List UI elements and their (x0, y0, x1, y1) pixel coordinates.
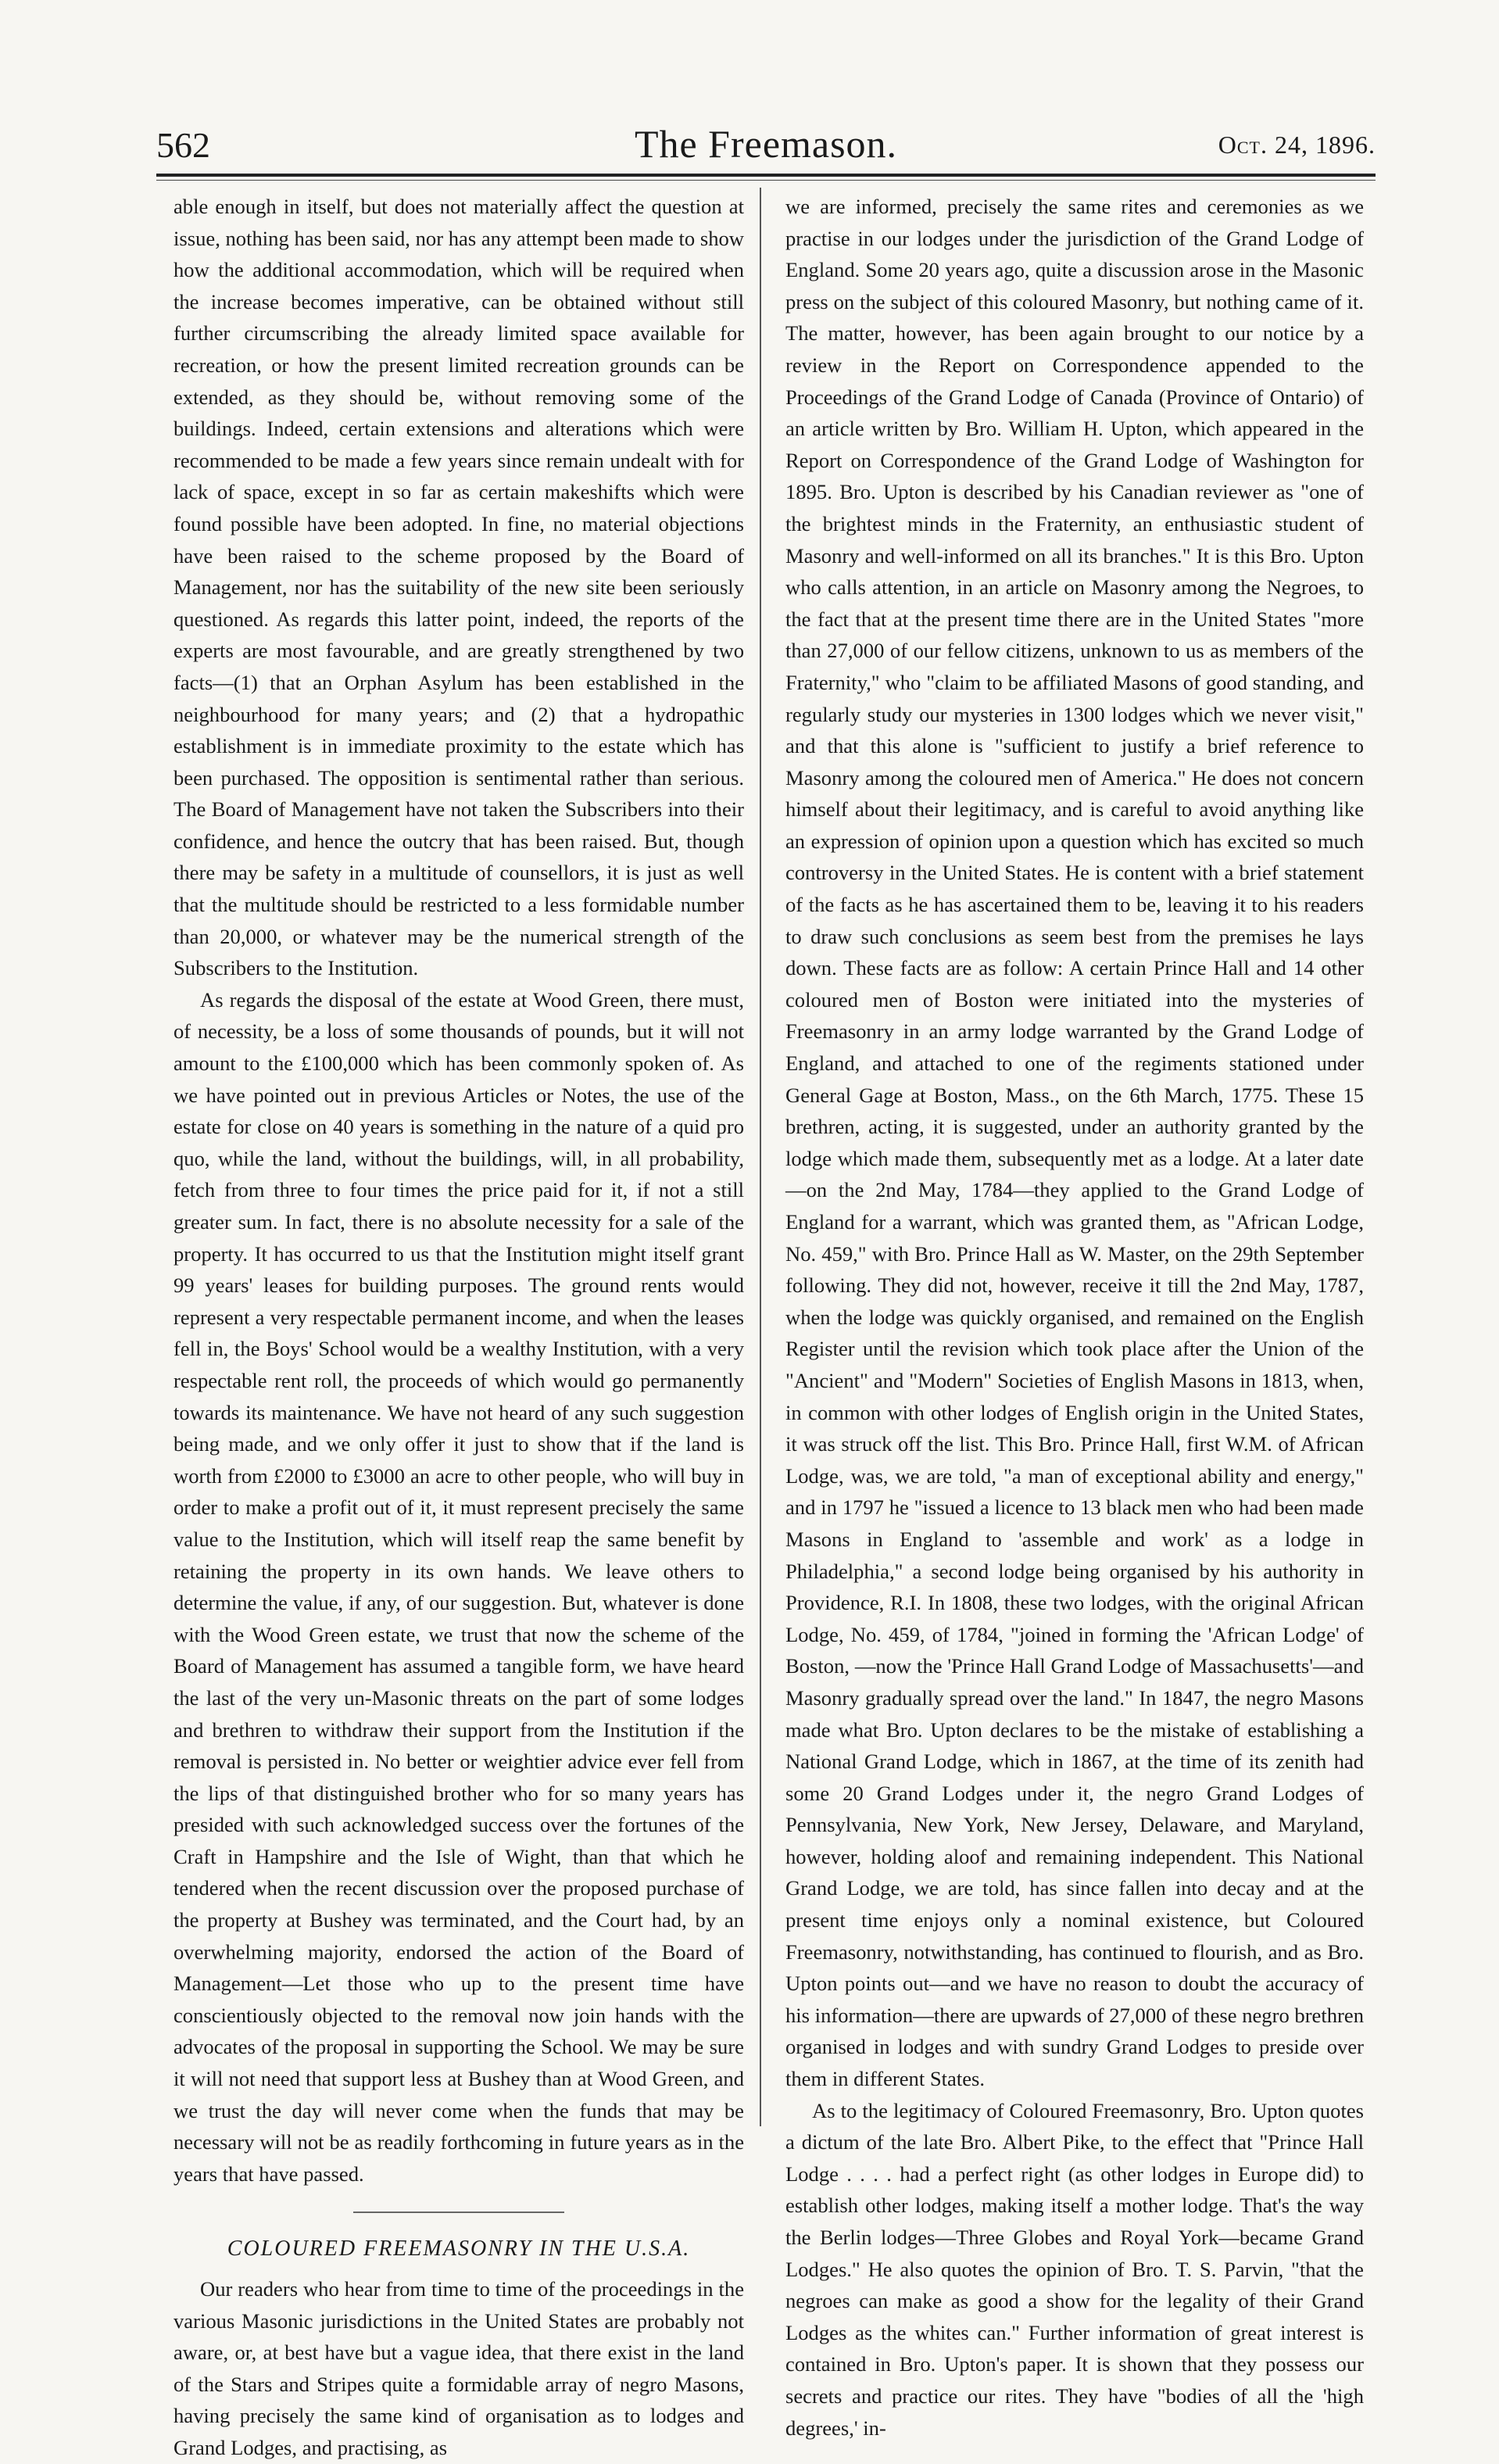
issue-date: Oct. 24, 1896. (1218, 131, 1376, 159)
article-paragraph: As to the legitimacy of Coloured Freemasonry, Bro. Upton quotes a dictum of the late Bro. Albert Pike, to the effect that "Prince Hall Lodge . . . . had a perfect right (as other lodges in Europe did) to establish other lodges, making itself a mother lodge. That's the way the Berlin lodges—Three Globes and Royal York—became Grand Lodges." He also quotes the opinion of Bro. T. S. Parvin, "that the negroes can make as good a show for the legality of their Grand Lodges as the whites can." Further information of great interest is contained in Bro. Upton's paper. It is shown that they possess our secrets and practice our rites. They have "bodies of all the 'high degrees,' in- (785, 2098, 1364, 2440)
section-heading: COLOURED FREEMASONRY IN THE U.S.A. (227, 2237, 691, 2262)
masthead (156, 121, 1376, 168)
article-paragraph: Our readers who hear from time to time of the proceedings in the various Masonic jurisdictions in the United States are probably not aware, or, at best have but a vague idea, that there exist in the land of the Stars and Stripes quite a formidable array of negro Masons, having precisely the same kind of organisation as to lodges and Grand Lodges, and practising, as (174, 2277, 744, 2459)
article-paragraph: As regards the disposal of the estate at Wood Green, there must, of necessity, be a loss of some thousands of pounds, but it will not amount to the £100,000 which has been commonly spoken of. As we have pointed out in previous Articles or Notes, the use of the estate for close on 40 years is something in the nature of a quid pro quo, while the land, without the buildings, will, in all probability, fetch from three to four times the price paid for it, if not a still greater sum. In fact, there is no absolute necessity for a sale of the property. It has occurred to us that the Institution might itself grant 99 years' leases for building purposes. The ground rents would represent a very respectable permanent income, and when the leases fell in, the Boys' School would be a wealthy Institution, with a very respectable rent roll, the proceeds of which would go permanently towards its maintenance. We have not heard of any such suggestion being made, and we only offer it just to show that if the land is worth from £2000 to £3000 an acre to other people, who will buy in order to make a profit out of it, it must represent precisely the same value to the Institution, which will itself reap the same benefit by retaining the property in its own hands. We leave others to determine the value, if any, of our suggestion. But, whatever is done with the Wood Green estate, we trust that now the scheme of the Board of Management has assumed a tangible form, we have heard the last of the very un-Masonic threats on the part of some lodges and brethren to withdraw their support from the Institution if the removal is persisted in. No better or weightier advice ever fell from the lips of that distinguished brother who for so many years has presided with such acknowledged success over the fortunes of the Craft in Hampshire and the Isle of Wight, than that which he tendered when the recent discussion over the proposed purchase of the property at Bushey was terminated, and the Court had, by an overwhelming majority, endorsed the action of the Board of Management—Let those who up to the present time have conscientiously objected to the removal now join hands with the advocates of the proposal in supporting the School. We may be sure it will not need that support less at Bushey than at Wood Green, and we trust the day will never come when the funds that may be necessary will not be as readily forthcoming in future years as in the years that have passed. (174, 987, 744, 2186)
publication-title: The Freemason. (634, 122, 898, 166)
header-rule-thin (156, 180, 1376, 181)
header-rule (156, 174, 1376, 177)
page-number: 562 (156, 125, 210, 165)
right-column (785, 191, 1364, 2444)
article-paragraph: able enough in itself, but does not materially affect the question at issue, nothing has been said, nor has any attempt been made to show how the additional accommodation, which will be required when the increase becomes imperative, can be obtained without still further circumscribing the already limited space available for recreation, or how the present limited recreation grounds can be extended, as they should be, without removing some of the buildings. Indeed, certain extensions and alterations which were recommended to be made a few years since remain undealt with for lack of space, except in so far as certain makeshifts which were found possible have been adopted. In fine, no material objections have been raised to the scheme proposed by the Board of Management, nor has the suitability of the new site been seriously questioned. As regards this latter point, indeed, the reports of the experts are most favourable, and are greatly strengthened by two facts—(1) that an Orphan Asylum has been established in the neighbourhood for many years; and (2) that a hydropathic establishment is in immediate proximity to the estate which has been purchased. The opposition is sentimental rather than serious. The Board of Management have not taken the Subscribers into their confidence, and hence the outcry that has been raised. But, though there may be safety in a multitude of counsellors, it is just as well that the multitude should be restricted to a less formidable number than 20,000, or whatever may be the numerical strength of the Subscribers to the Institution. (174, 195, 744, 980)
column-divider (760, 188, 761, 2126)
left-column (174, 191, 744, 2464)
article-paragraph: we are informed, precisely the same rites and ceremonies as we practise in our lodges under the jurisdiction of the Grand Lodge of England. Some 20 years ago, quite a discussion arose in the Masonic press on the subject of this coloured Masonry, but nothing came of it. The matter, however, has been again brought to our notice by a review in the Report on Correspondence appended to the Proceedings of the Grand Lodge of Canada (Province of Ontario) of an article written by Bro. William H. Upton, which appeared in the Report on Correspondence of the Grand Lodge of Washington for 1895. Bro. Upton is described by his Canadian reviewer as "one of the brightest minds in the Fraternity, an enthusiastic student of Masonry and well-informed on all its branches." It is this Bro. Upton who calls attention, in an article on Masonry among the Negroes, to the fact that at the present time there are in the United States "more than 27,000 of our fellow citizens, unknown to us as members of the Fraternity," who "claim to be affiliated Masons of good standing, and regularly study our mysteries in 1300 lodges which we never visit," and that this alone is "sufficient to justify a brief reference to Masonry among the coloured men of America." He does not concern himself about their legitimacy, and is careful to avoid anything like an expression of opinion upon a question which has excited so much controversy in the United States. He is content with a brief statement of the facts as he has ascertained them to be, leaving it to his readers to draw such conclusions as seem best from the premises he lays down. These facts are as follow: A certain Prince Hall and 14 other coloured men of Boston were initiated into the mysteries of Freemasonry in an army lodge warranted by the Grand Lodge of England, and attached to one of the regiments stationed under General Gage at Boston, Mass., on the 6th March, 1775. These 15 brethren, acting, it is suggested, under an authority granted by the lodge which made them, subsequently met as a lodge. At a later date—on the 2nd May, 1784—they applied to the Grand Lodge of England for a warrant, which was granted them, as "African Lodge, No. 459," with Bro. Prince Hall as W. Master, on the 29th September following. They did not, however, receive it till the 2nd May, 1787, when the lodge was quickly organised, and remained on the English Register until the revision which took place after the Union of the "Ancient" and "Modern" Societies of English Masons in 1813, when, in common with other lodges of English origin in the United States, it was struck off the list. This Bro. Prince Hall, first W.M. of African Lodge, was, we are told, "a man of exceptional ability and energy," and in 1797 he "issued a licence to 13 black men who had been made Masons in England to 'assemble and work' as a lodge in Philadelphia," a second lodge being organised by his authority in Providence, R.I. In 1808, these two lodges, with the original African Lodge, No. 459, of 1784, "joined in forming the 'African Lodge' of Boston, —now the 'Prince Hall Grand Lodge of Massachusetts'—and Masonry gradually spread over the land." In 1847, the negro Masons made what Bro. Upton declares to be the mistake of establishing a National Grand Lodge, which in 1867, at the time of its zenith had some 20 Grand Lodges under it, the negro Grand Lodges of Pennsylvania, New York, New Jersey, Delaware, and Maryland, however, holding aloof and remaining independent. This National Grand Lodge, we are told, has since fallen into decay and at the present time enjoys only a nominal existence, but Coloured Freemasonry, notwithstanding, has continued to flourish, and as Bro. Upton points out—and we have no reason to doubt the accuracy of his information—there are upwards of 27,000 of these negro brethren organised in lodges and with sundry Grand Lodges to preside over them in different States. (785, 195, 1364, 2091)
section-divider (353, 2212, 564, 2213)
